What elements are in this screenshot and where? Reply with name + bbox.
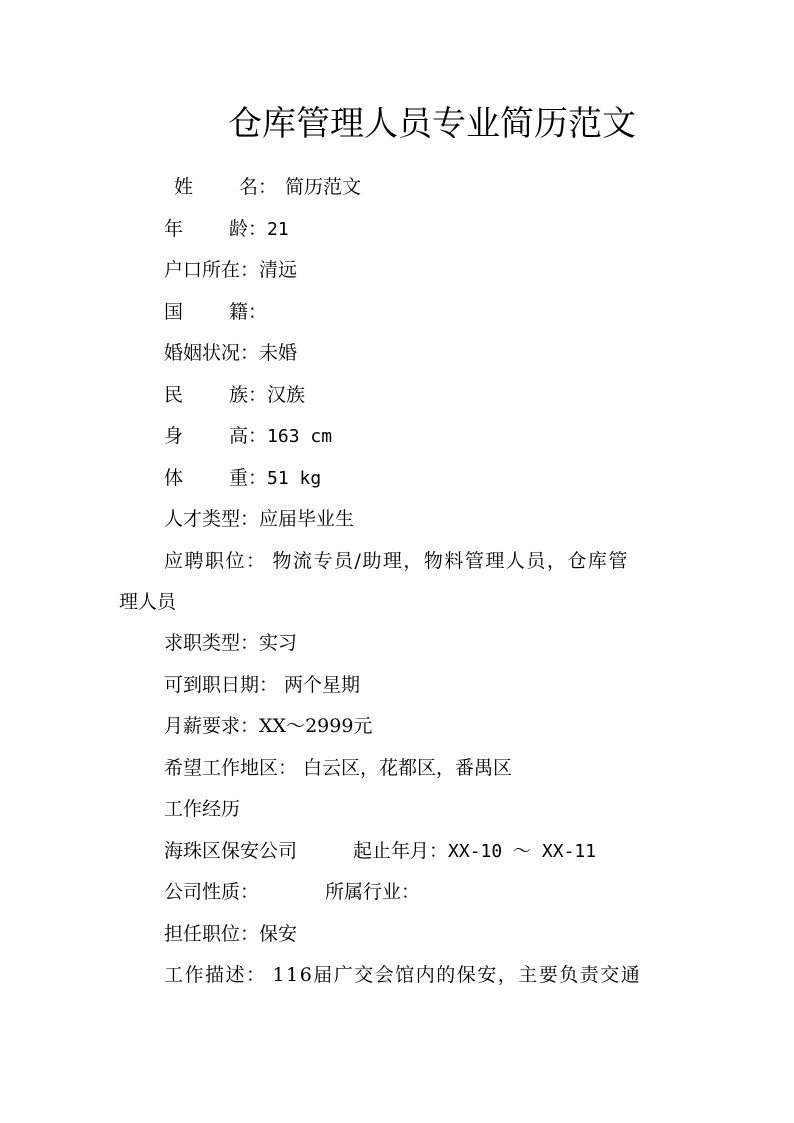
- field-job-type-value: 实习: [259, 632, 298, 654]
- field-position-label: 应聘职位：: [164, 550, 267, 572]
- field-age-label-a: 年: [164, 218, 184, 240]
- field-weight-value: 51 kg: [267, 468, 322, 489]
- field-hukou-value: 清远: [259, 259, 298, 281]
- experience-period-value: XX-10 ～ XX-11: [448, 841, 597, 862]
- experience-desc-row: [164, 962, 641, 988]
- field-position: [164, 548, 629, 574]
- field-ethnicity-label-b: 族：: [229, 384, 268, 406]
- field-height-label-a: 身: [164, 425, 184, 447]
- field-start-date-value: 两个星期: [284, 674, 361, 696]
- field-nationality-label-b: 籍：: [229, 301, 268, 323]
- field-height-label-b: 高：: [229, 425, 268, 447]
- field-ethnicity-value: 汉族: [267, 384, 306, 406]
- field-salary-value: XX～2999元: [259, 715, 373, 737]
- experience-desc-label: 工作描述：: [164, 964, 267, 986]
- field-weight-label-b: 重：: [229, 467, 268, 489]
- field-start-date-label: 可到职日期：: [164, 674, 279, 696]
- field-age-label-b: 龄：: [229, 218, 268, 240]
- field-location-value: 白云区，花都区，番禺区: [303, 757, 513, 779]
- experience-industry-label: 所属行业：: [325, 881, 421, 903]
- field-nationality: [164, 299, 267, 325]
- experience-role-value: 保安: [259, 923, 298, 945]
- field-age: [164, 216, 289, 243]
- experience-desc-value: 116届广交会馆内的保安，主要负责交通: [272, 964, 642, 986]
- field-ethnicity-label-a: 民: [164, 384, 184, 406]
- field-name-label-b: 名：: [239, 176, 278, 198]
- experience-nature-row: [164, 879, 420, 905]
- field-position-value-line2: 理人员: [119, 591, 177, 613]
- field-ethnicity: [164, 382, 305, 408]
- field-salary: [164, 713, 372, 739]
- document-title: 仓库管理人员专业简历范文: [228, 104, 636, 144]
- field-job-type-label: 求职类型：: [164, 632, 260, 654]
- field-weight: [164, 465, 321, 492]
- field-name-value: 简历范文: [285, 176, 362, 198]
- field-age-value: 21: [267, 219, 289, 240]
- field-talent-type-label: 人才类型：: [164, 508, 260, 530]
- experience-company: 海珠区保安公司: [164, 840, 298, 862]
- experience-nature-label: 公司性质：: [164, 881, 260, 903]
- field-marital-label: 婚姻状况：: [164, 342, 260, 364]
- field-salary-label: 月薪要求：: [164, 715, 260, 737]
- field-talent-type-value: 应届毕业生: [259, 508, 355, 530]
- field-location-label: 希望工作地区：: [164, 757, 298, 779]
- field-height: [164, 423, 332, 450]
- field-position-value-line1: 物流专员/助理，物料管理人员，仓库管: [272, 550, 629, 572]
- experience-role-row: [164, 921, 297, 947]
- field-height-value: 163 cm: [267, 426, 333, 447]
- experience-heading-text: 工作经历: [164, 798, 241, 820]
- experience-role-label: 担任职位：: [164, 923, 260, 945]
- field-hukou-label: 户口所在：: [164, 259, 260, 281]
- field-position-continued: [119, 589, 176, 615]
- experience-period-label: 起止年月：: [353, 840, 449, 862]
- experience-heading: [164, 796, 240, 822]
- field-weight-label-a: 体: [164, 467, 184, 489]
- field-name-label-a: 姓: [174, 176, 194, 198]
- field-nationality-label-a: 国: [164, 301, 184, 323]
- field-hukou: [164, 257, 297, 283]
- field-name: [174, 174, 361, 200]
- field-talent-type: [164, 506, 354, 532]
- field-job-type: [164, 630, 297, 656]
- field-start-date: [164, 672, 360, 698]
- field-marital-value: 未婚: [259, 342, 298, 364]
- field-location: [164, 755, 512, 781]
- experience-company-row: [164, 838, 596, 865]
- field-marital: [164, 340, 297, 366]
